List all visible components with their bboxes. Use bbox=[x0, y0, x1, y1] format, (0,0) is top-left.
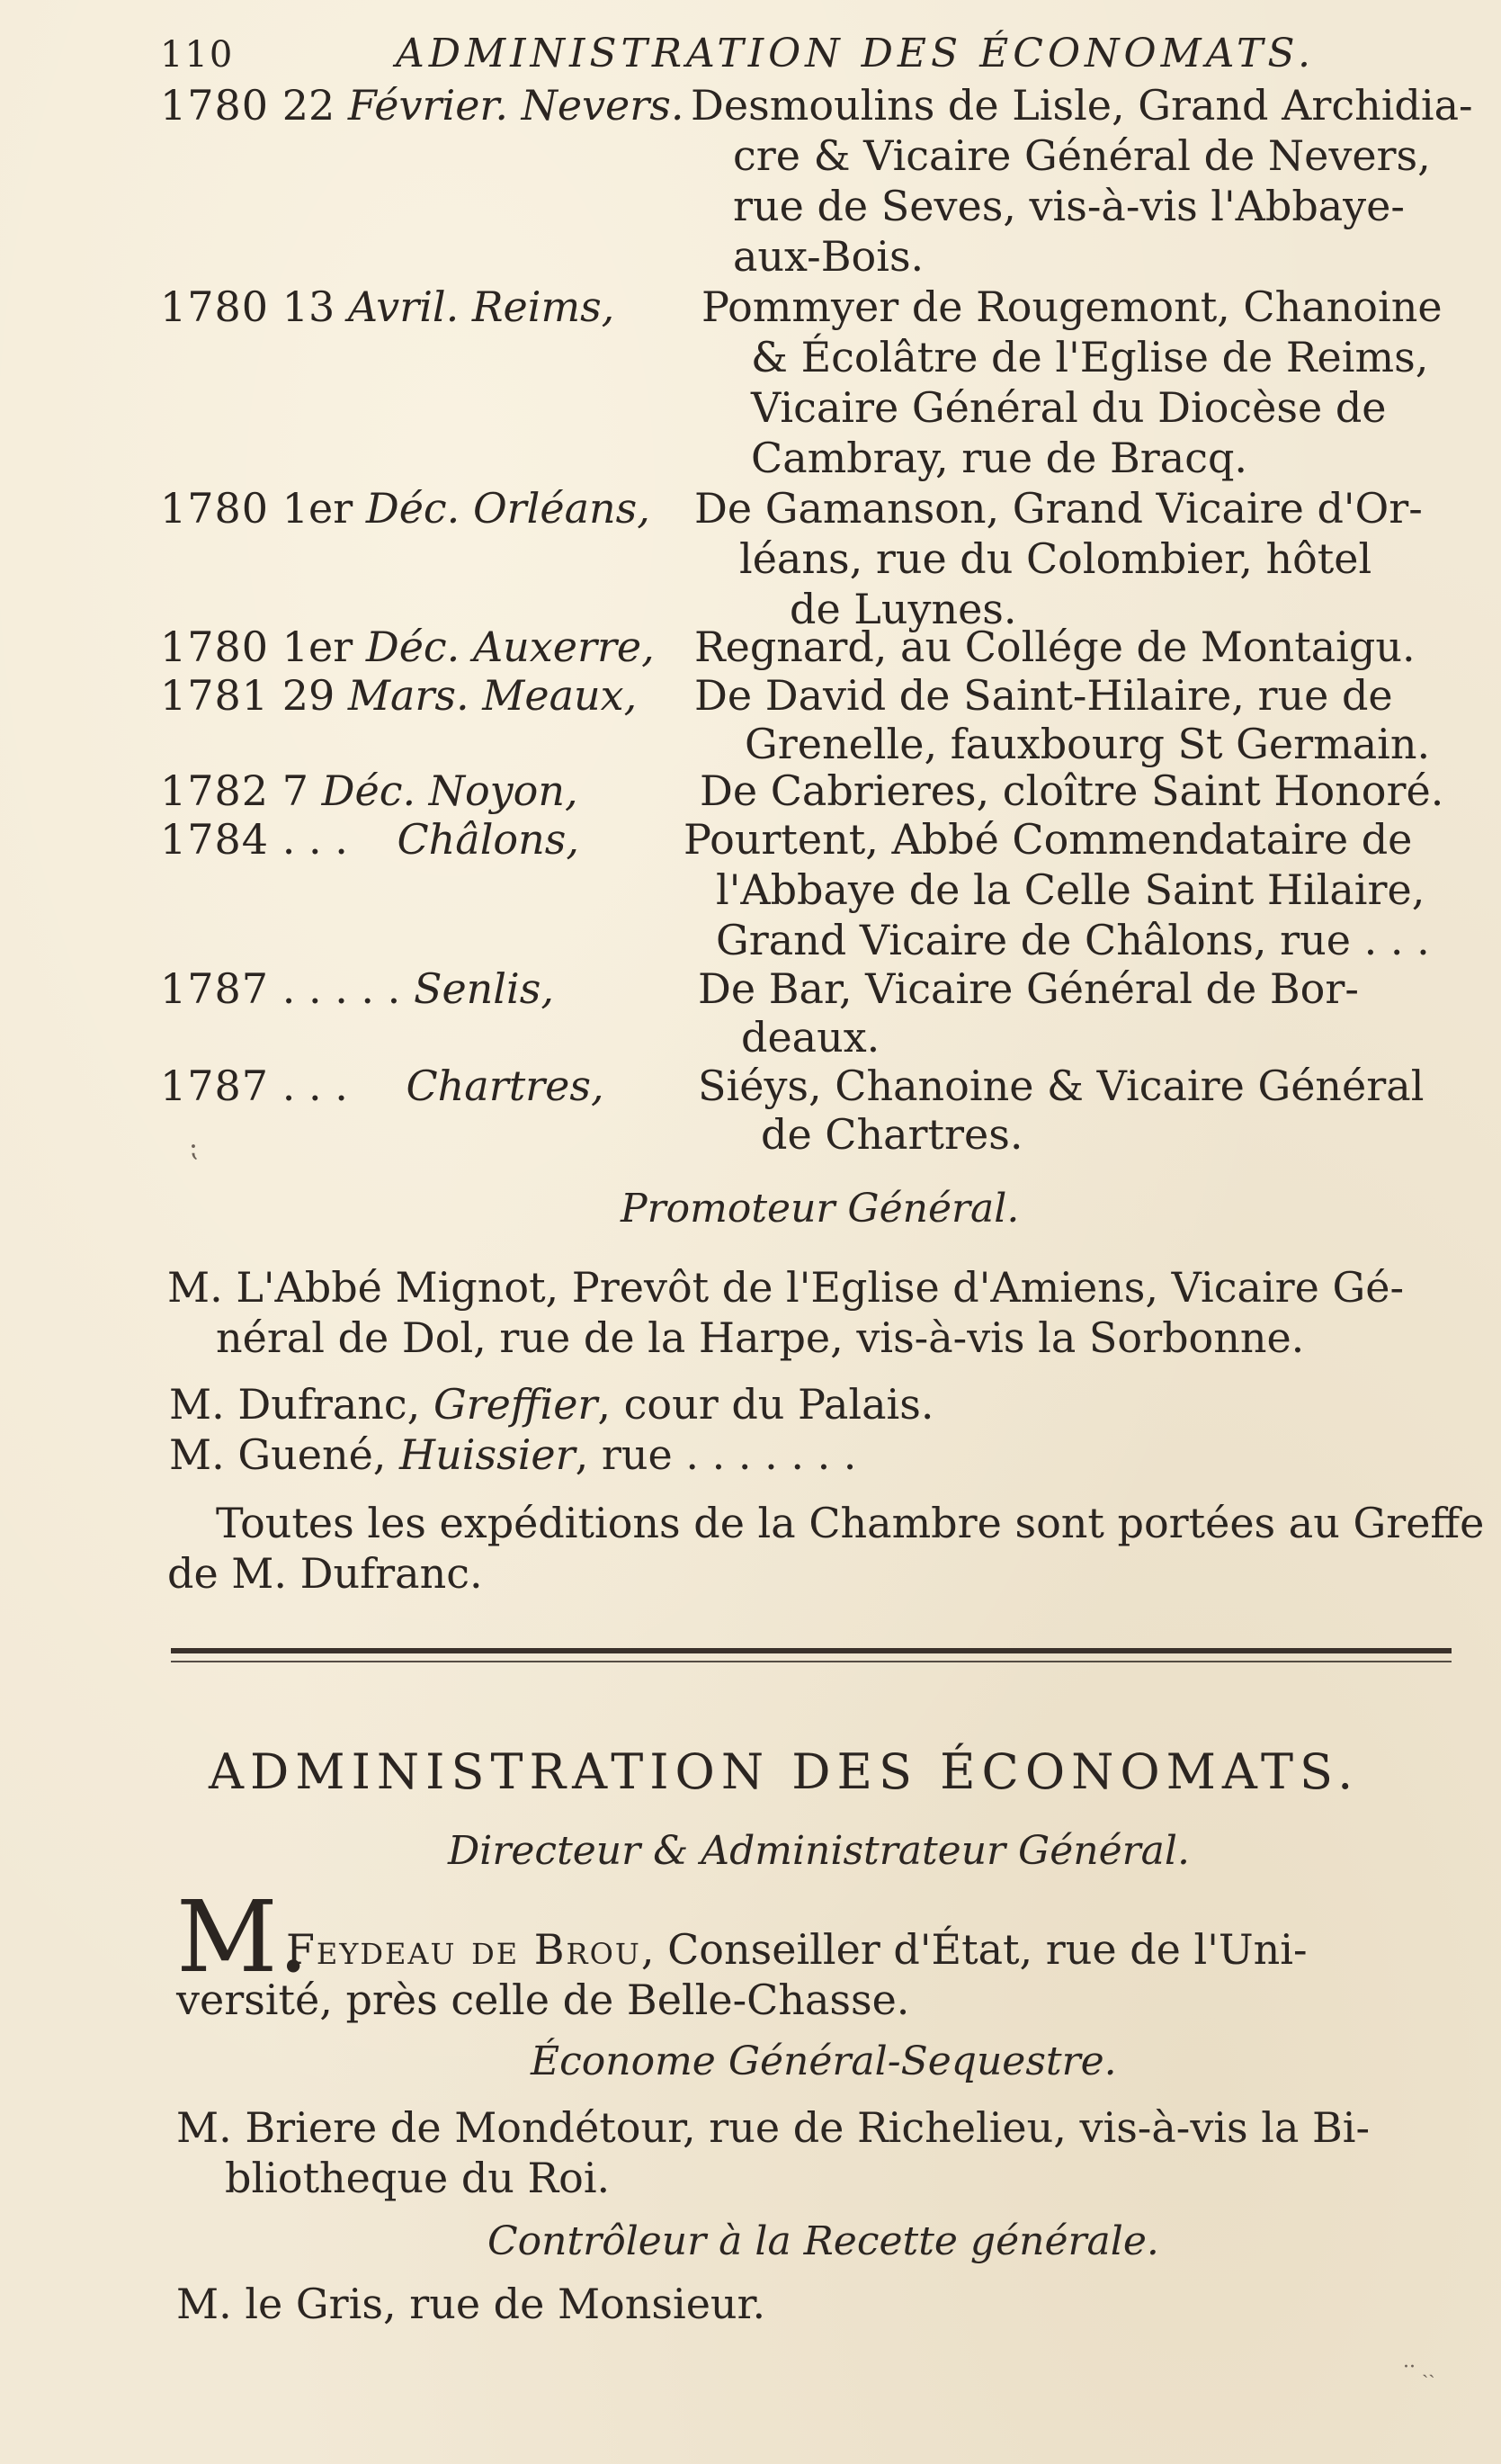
entry-day: 29 bbox=[281, 671, 335, 720]
entry-line: Grenelle, fauxbourg St Germain. bbox=[745, 720, 1431, 768]
ink-smudge: ·· ˎˏ bbox=[1403, 2356, 1435, 2379]
entry-line: Desmoulins de Lisle, Grand Archidia- bbox=[691, 81, 1473, 130]
entry-place: Orléans, bbox=[472, 484, 650, 533]
running-head: ADMINISTRATION DES ÉCONOMATS. bbox=[396, 31, 1315, 76]
entry-day: 13 bbox=[281, 282, 335, 331]
entry-place: Senlis, bbox=[413, 964, 554, 1013]
note-line: Toutes les expéditions de la Chambre sont portées au Greffe bbox=[216, 1499, 1485, 1547]
entry-place: Meaux, bbox=[482, 671, 638, 720]
entry-day: 22 bbox=[281, 81, 335, 130]
note-line: de M. Dufranc. bbox=[167, 1549, 483, 1598]
entry-date bbox=[160, 623, 655, 671]
entry-year: 1781 bbox=[160, 671, 270, 720]
huissier-line bbox=[169, 1430, 856, 1479]
entry-place: Reims, bbox=[471, 282, 615, 331]
entry-line: rue de Seves, vis-à-vis l'Abbaye- bbox=[733, 182, 1405, 230]
entry-line: léans, rue du Colombier, hôtel bbox=[739, 534, 1372, 583]
promoteur-heading: Promoteur Général. bbox=[621, 1186, 1020, 1232]
entry-date bbox=[160, 671, 637, 720]
entry-line: l'Abbaye de la Celle Saint Hilaire, bbox=[716, 865, 1425, 914]
entry-month: Février. bbox=[347, 81, 508, 130]
page-number: 110 bbox=[160, 34, 235, 76]
entry-year: 1780 bbox=[160, 282, 270, 331]
entry-year: 1787 bbox=[160, 1062, 270, 1110]
entry-line: de Chartres. bbox=[761, 1110, 1023, 1159]
directeur-line bbox=[286, 1925, 1308, 1974]
entry-line: Grand Vicaire de Châlons, rue . . . bbox=[716, 916, 1430, 964]
entry-year: 1784 bbox=[160, 815, 270, 864]
section-rule-thin bbox=[171, 1661, 1452, 1662]
directeur-heading: Directeur & Administrateur Général. bbox=[448, 1828, 1190, 1874]
entry-day: . . . bbox=[281, 1062, 348, 1110]
entry-date bbox=[160, 484, 650, 533]
entry-month: Déc. bbox=[365, 484, 460, 533]
entry-line: Regnard, au Collége de Montaigu. bbox=[694, 623, 1416, 671]
entry-day: . . . bbox=[281, 815, 348, 864]
entry-date bbox=[160, 81, 684, 130]
econome-line: M. Briere de Mondétour, rue de Richelieu, vis-à-vis la Bi- bbox=[176, 2103, 1371, 2152]
entry-month: Avril. bbox=[347, 282, 460, 331]
entry-month: Déc. bbox=[365, 623, 460, 671]
entry-line: De Cabrieres, cloître Saint Honoré. bbox=[700, 766, 1444, 815]
greffier-title: Greffier bbox=[433, 1380, 598, 1429]
entry-line: De David de Saint-Hilaire, rue de bbox=[694, 671, 1393, 720]
section-title: ADMINISTRATION DES ÉCONOMATS. bbox=[209, 1743, 1360, 1800]
entry-year: 1780 bbox=[160, 623, 270, 671]
section-rule bbox=[171, 1648, 1452, 1653]
promoteur-line: M. L'Abbé Mignot, Prevôt de l'Eglise d'Amiens, Vicaire Gé- bbox=[167, 1263, 1405, 1312]
entry-year: 1780 bbox=[160, 484, 270, 533]
entry-day: 1er bbox=[281, 623, 353, 671]
entry-date bbox=[160, 766, 578, 815]
directeur-address: , Conseiller d'État, rue de l'Uni- bbox=[640, 1925, 1308, 1974]
huissier-address: , rue . . . . . . . bbox=[575, 1430, 857, 1479]
entry-line: Vicaire Général du Diocèse de bbox=[751, 383, 1387, 432]
econome-line: bliotheque du Roi. bbox=[225, 2154, 611, 2202]
entry-line: Pourtent, Abbé Commendataire de bbox=[683, 815, 1413, 864]
entry-place: Châlons, bbox=[397, 815, 579, 864]
controleur-heading: Contrôleur à la Recette générale. bbox=[487, 2218, 1159, 2264]
entry-line: cre & Vicaire Général de Nevers, bbox=[733, 131, 1431, 180]
greffier-address: , cour du Palais. bbox=[597, 1380, 934, 1429]
entry-line: De Gamanson, Grand Vicaire d'Or- bbox=[694, 484, 1423, 533]
entry-line: De Bar, Vicaire Général de Bor- bbox=[698, 964, 1359, 1013]
margin-mark: ⁏ bbox=[189, 1132, 199, 1163]
entry-month: Déc. bbox=[321, 766, 416, 815]
entry-place: Nevers. bbox=[521, 81, 684, 130]
huissier-name: M. Guené, bbox=[169, 1430, 400, 1479]
entry-date bbox=[160, 815, 579, 864]
huissier-title: Huissier bbox=[399, 1430, 576, 1479]
entry-month: Mars. bbox=[347, 671, 469, 720]
entry-date bbox=[160, 964, 554, 1013]
entry-line: Pommyer de Rougemont, Chanoine bbox=[701, 282, 1443, 331]
econome-heading: Économe Général-Sequestre. bbox=[531, 2038, 1117, 2084]
entry-date bbox=[160, 1062, 604, 1110]
directeur-name: Feydeau de Brou bbox=[286, 1925, 641, 1974]
entry-line: deaux. bbox=[741, 1013, 880, 1062]
entry-place: Noyon, bbox=[428, 766, 578, 815]
entry-place: Auxerre, bbox=[472, 623, 655, 671]
entry-line: Siéys, Chanoine & Vicaire Général bbox=[698, 1062, 1425, 1110]
promoteur-line: néral de Dol, rue de la Harpe, vis-à-vis la Sorbonne. bbox=[216, 1313, 1305, 1362]
entry-line: & Écolâtre de l'Eglise de Reims, bbox=[751, 333, 1429, 381]
entry-year: 1787 bbox=[160, 964, 270, 1013]
greffier-name: M. Dufranc, bbox=[169, 1380, 433, 1429]
entry-line: Cambray, rue de Bracq. bbox=[751, 434, 1248, 482]
greffier-line bbox=[169, 1380, 934, 1429]
entry-line: aux-Bois. bbox=[733, 232, 925, 281]
entry-day: . . . . . bbox=[281, 964, 401, 1013]
entry-day: 7 bbox=[281, 766, 308, 815]
entry-date bbox=[160, 282, 614, 331]
entry-year: 1780 bbox=[160, 81, 270, 130]
controleur-line: M. le Gris, rue de Monsieur. bbox=[176, 2280, 766, 2328]
entry-year: 1782 bbox=[160, 766, 270, 815]
entry-line: de Luynes. bbox=[790, 585, 1017, 633]
entry-day: 1er bbox=[281, 484, 353, 533]
entry-place: Chartres, bbox=[406, 1062, 604, 1110]
directeur-line: versité, près celle de Belle-Chasse. bbox=[176, 1976, 910, 2024]
drop-cap: M. bbox=[176, 1879, 309, 1994]
